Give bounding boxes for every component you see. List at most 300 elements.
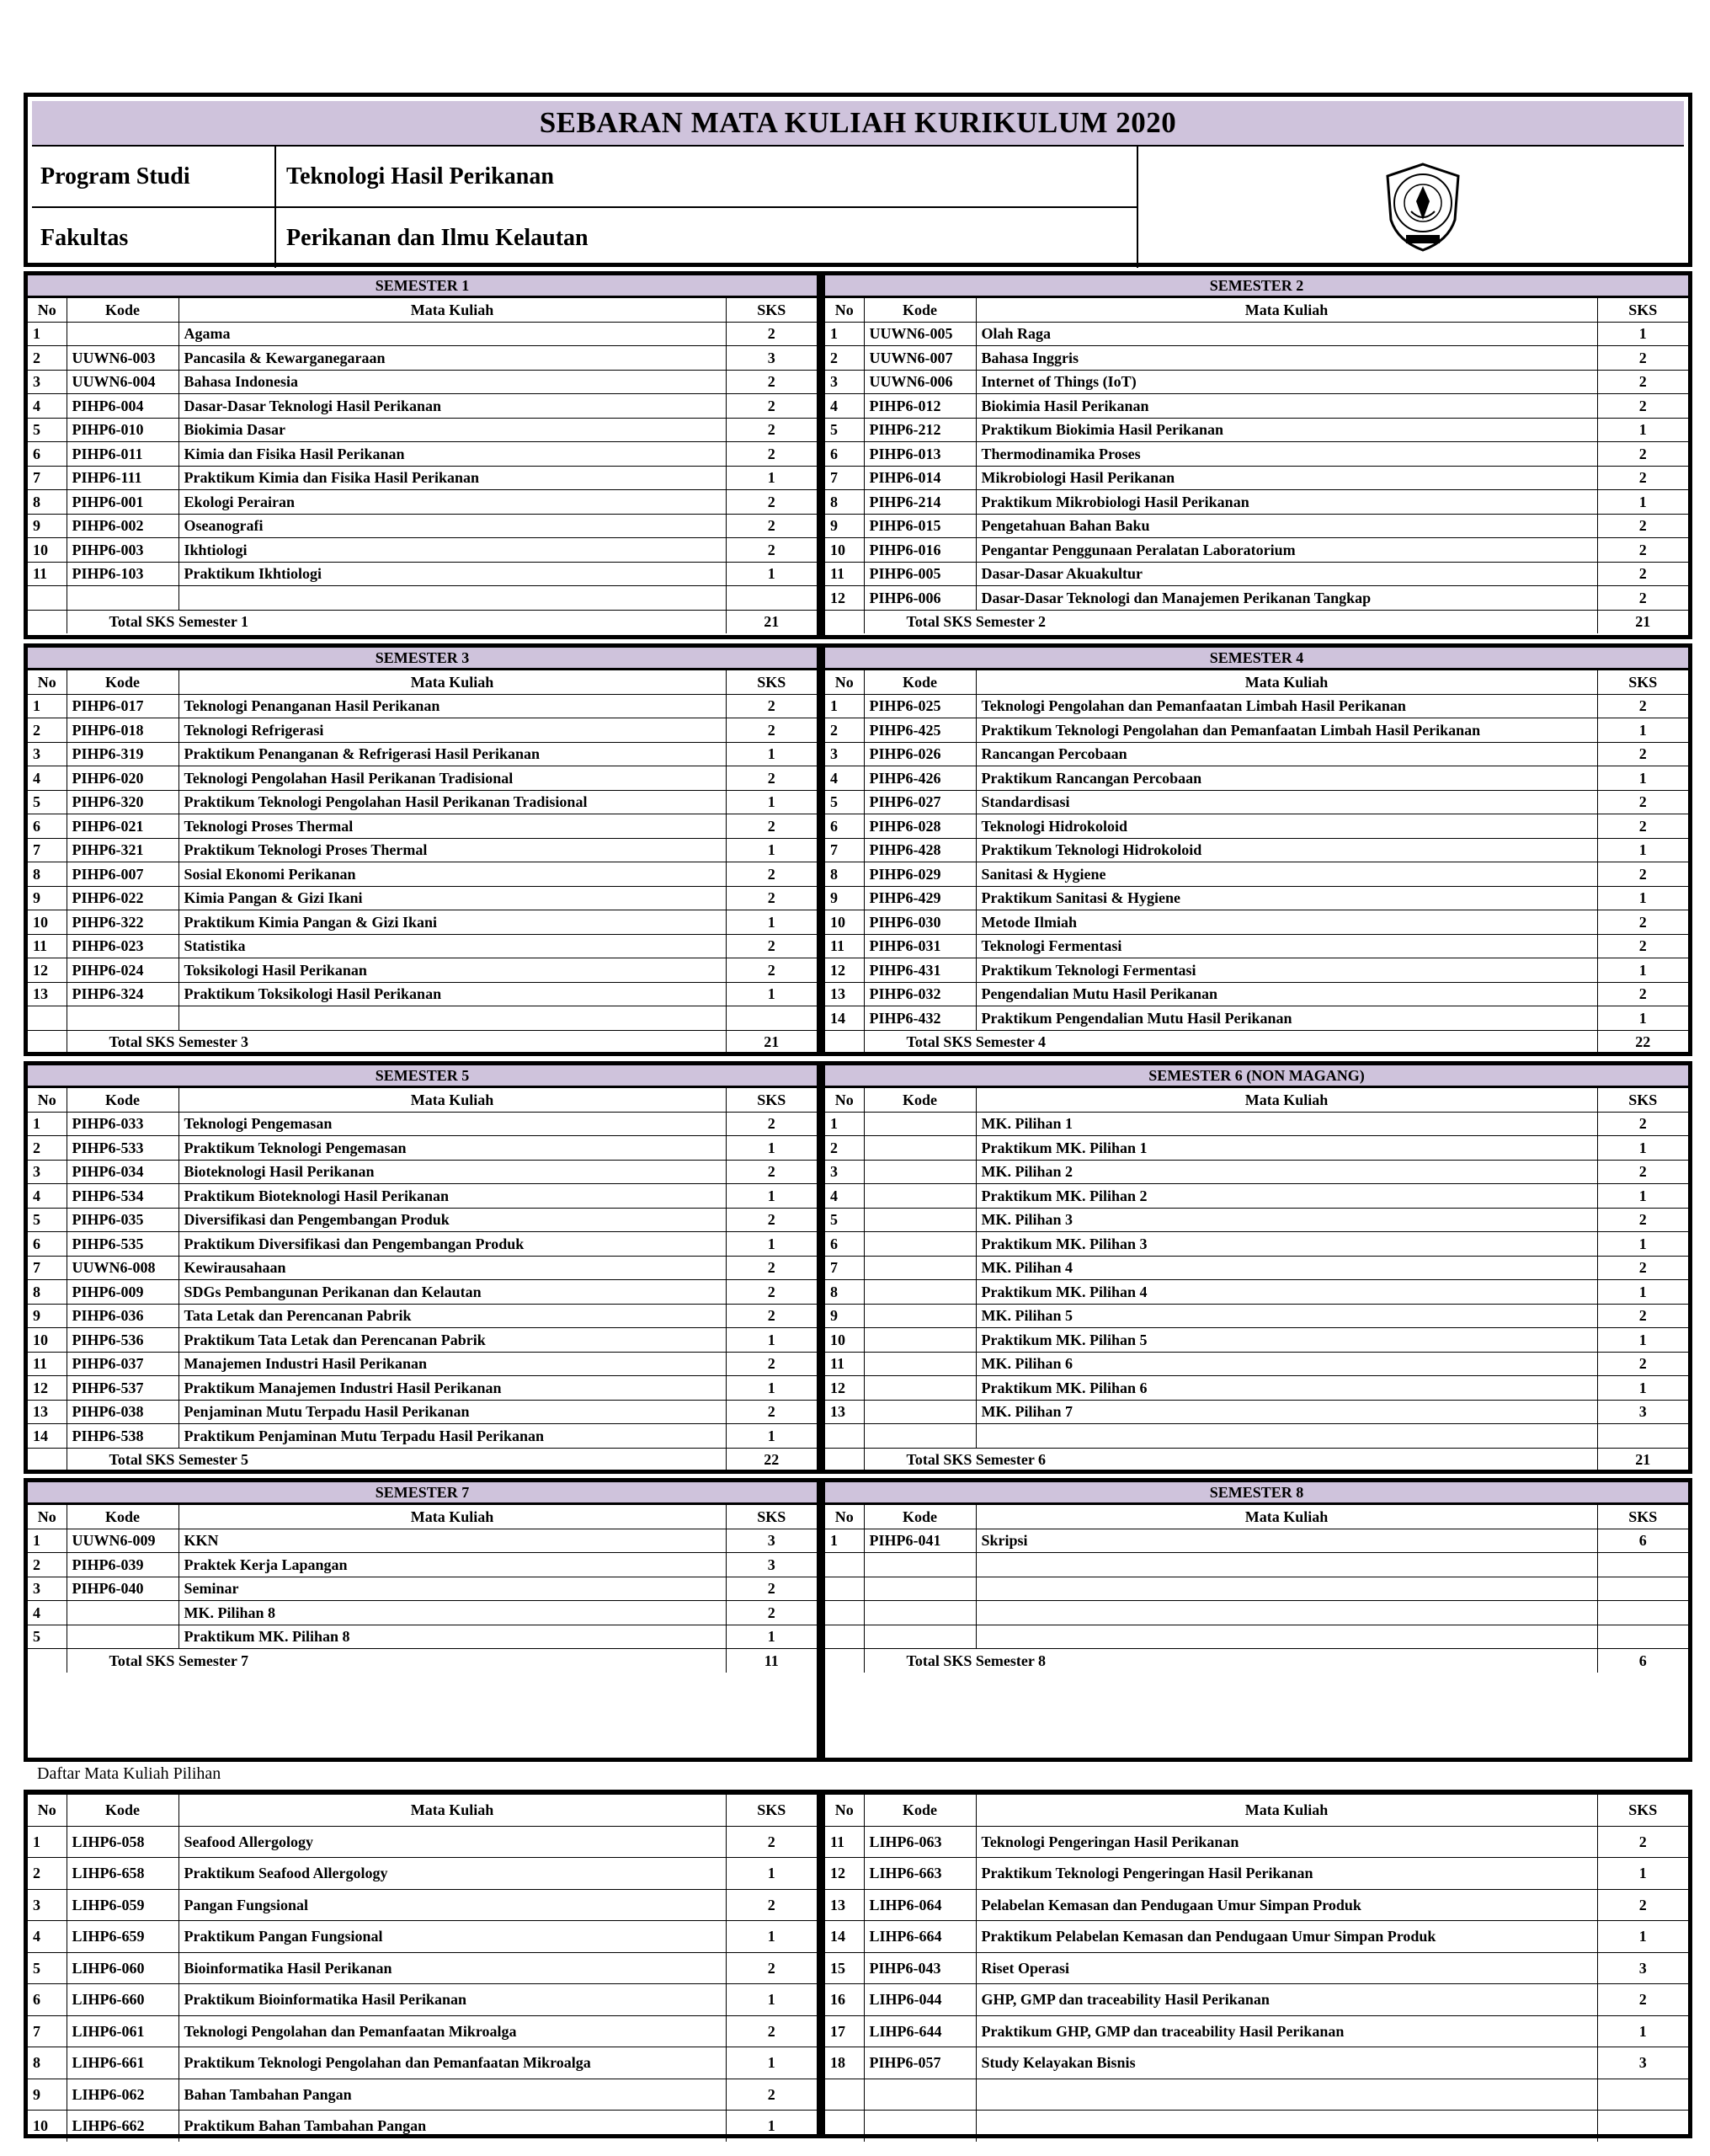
course-name: Teknologi Pengolahan Hasil Perikanan Tradisional [178, 766, 726, 791]
course-name: Kimia Pangan & Gizi Ikani [178, 886, 726, 910]
table-row [825, 958, 1688, 983]
course-code: PIHP6-026 [864, 742, 976, 766]
course-sks: 2 [726, 1160, 817, 1184]
col-mata-kuliah: Mata Kuliah [976, 1795, 1597, 1827]
course-no: 2 [28, 718, 67, 743]
semester-table [28, 297, 817, 633]
page-title: SEBARAN MATA KULIAH KURIKULUM 2020 [32, 101, 1684, 147]
elective-panel-right [821, 1790, 1692, 2138]
course-sks: 1 [726, 2047, 817, 2079]
semester-title: SEMESTER 1 [28, 275, 817, 297]
course-no: 9 [28, 886, 67, 910]
course-name: Teknologi Pengolahan dan Pemanfaatan Mikroalga [178, 2015, 726, 2047]
table-row [825, 934, 1688, 958]
semester-title: SEMESTER 3 [28, 648, 817, 670]
course-no: 4 [825, 766, 864, 791]
col-sks: SKS [1597, 298, 1688, 323]
course-code: PIHP6-214 [864, 490, 976, 515]
course-sks: 1 [726, 1858, 817, 1890]
course-name: Statistika [178, 934, 726, 958]
course-code: PIHP6-103 [67, 562, 178, 586]
course-no: 5 [28, 1952, 67, 1984]
semester-table [28, 1504, 817, 1673]
faculty-row [32, 208, 1138, 268]
course-no: 6 [825, 442, 864, 467]
course-no [825, 1577, 864, 1601]
course-code: PIHP6-007 [67, 862, 178, 887]
table-row [28, 742, 817, 766]
course-name: Praktikum Kimia Pangan & Gizi Ikani [178, 910, 726, 935]
table-row [825, 1184, 1688, 1209]
course-name: Metode Ilmiah [976, 910, 1597, 935]
course-sks: 3 [726, 1553, 817, 1577]
course-code: PIHP6-321 [67, 838, 178, 862]
course-code: LIHP6-660 [67, 1984, 178, 2016]
course-sks: 1 [1597, 1232, 1688, 1257]
course-no: 6 [825, 1232, 864, 1257]
table-row [28, 1625, 817, 1649]
course-name: Praktikum Manajemen Industri Hasil Perikanan [178, 1376, 726, 1401]
course-sks: 1 [726, 1232, 817, 1257]
course-name: Praktikum Ikhtiologi [178, 562, 726, 586]
total-label: Total SKS Semester 8 [864, 1649, 1597, 1673]
semester-panel-6 [821, 1061, 1692, 1474]
course-no: 7 [825, 838, 864, 862]
course-name [178, 1006, 726, 1031]
course-no [825, 2111, 864, 2142]
course-no: 9 [28, 514, 67, 538]
semester-table [825, 297, 1688, 633]
course-sks: 2 [726, 1952, 817, 1984]
course-name: Bioteknologi Hasil Perikanan [178, 1160, 726, 1184]
course-name: Teknologi Pengemasan [178, 1112, 726, 1136]
course-code [864, 1136, 976, 1161]
table-row [28, 1280, 817, 1305]
course-sks: 1 [1597, 418, 1688, 442]
col-mata-kuliah: Mata Kuliah [976, 670, 1597, 695]
table-row [28, 466, 817, 490]
course-no: 4 [825, 394, 864, 419]
course-sks: 2 [726, 1256, 817, 1280]
table-row [28, 1304, 817, 1328]
col-no: No [28, 1505, 67, 1529]
course-sks: 2 [1597, 1256, 1688, 1280]
col-no: No [825, 1795, 864, 1827]
course-name: Praktikum MK. Pilihan 1 [976, 1136, 1597, 1161]
course-no: 4 [28, 766, 67, 791]
course-sks [1597, 1553, 1688, 1577]
table-row [28, 322, 817, 346]
course-sks: 2 [726, 1601, 817, 1625]
semester-title: SEMESTER 6 (NON MAGANG) [825, 1065, 1688, 1087]
course-sks: 2 [726, 418, 817, 442]
course-name: Praktikum Teknologi Pengeringan Hasil Perikanan [976, 1858, 1597, 1890]
course-code: PIHP6-533 [67, 1136, 178, 1161]
course-no: 8 [28, 490, 67, 515]
course-code: PIHP6-535 [67, 1232, 178, 1257]
course-name: Bioinformatika Hasil Perikanan [178, 1952, 726, 1984]
course-name: Praktikum Pengendalian Mutu Hasil Perikanan [976, 1006, 1597, 1031]
course-sks: 2 [1597, 1889, 1688, 1921]
course-name [976, 1577, 1597, 1601]
course-code: UUWN6-006 [864, 370, 976, 394]
semester-table [825, 670, 1688, 1054]
column-header-row [825, 1795, 1688, 1827]
total-row [825, 1649, 1688, 1673]
course-name: Pengetahuan Bahan Baku [976, 514, 1597, 538]
course-name: Praktikum GHP, GMP dan traceability Hasil Perikanan [976, 2015, 1597, 2047]
course-sks: 2 [1597, 346, 1688, 371]
course-code: PIHP6-324 [67, 982, 178, 1006]
course-no: 14 [825, 1921, 864, 1953]
total-label: Total SKS Semester 6 [864, 1448, 1597, 1471]
program-label: Program Studi [32, 147, 276, 206]
course-sks: 2 [1597, 370, 1688, 394]
course-code: PIHP6-534 [67, 1184, 178, 1209]
table-row [825, 1304, 1688, 1328]
course-name: Praktikum Teknologi Pengolahan dan Pemanfaatan Limbah Hasil Perikanan [976, 718, 1597, 743]
course-code: PIHP6-015 [864, 514, 976, 538]
course-no: 7 [825, 466, 864, 490]
course-name: Pelabelan Kemasan dan Pendugaan Umur Simpan Produk [976, 1889, 1597, 1921]
course-code: PIHP6-021 [67, 814, 178, 839]
semester-panel-8 [821, 1478, 1692, 1762]
course-sks: 1 [726, 1328, 817, 1353]
program-row [32, 147, 1138, 208]
course-code: PIHP6-431 [864, 958, 976, 983]
course-no: 14 [825, 1006, 864, 1031]
course-no [28, 586, 67, 611]
col-mata-kuliah: Mata Kuliah [976, 1505, 1597, 1529]
course-name: GHP, GMP dan traceability Hasil Perikanan [976, 1984, 1597, 2016]
course-code: LIHP6-661 [67, 2047, 178, 2079]
table-row [825, 1328, 1688, 1353]
course-code: PIHP6-057 [864, 2047, 976, 2079]
course-sks: 2 [726, 766, 817, 791]
total-sks: 21 [726, 1030, 817, 1054]
table-row [28, 1400, 817, 1424]
course-sks: 2 [1597, 1160, 1688, 1184]
course-no: 9 [28, 2079, 67, 2111]
course-no: 1 [28, 694, 67, 718]
total-label: Total SKS Semester 1 [67, 610, 726, 633]
course-name: Praktikum MK. Pilihan 3 [976, 1232, 1597, 1257]
course-sks: 2 [726, 1826, 817, 1858]
total-sks: 11 [726, 1649, 817, 1673]
course-sks: 1 [726, 1424, 817, 1449]
table-row [28, 1424, 817, 1449]
course-name: KKN [178, 1529, 726, 1553]
course-code: PIHP6-040 [67, 1577, 178, 1601]
course-sks [1597, 1577, 1688, 1601]
semester-panel-2 [821, 271, 1692, 639]
course-name: Praktikum MK. Pilihan 2 [976, 1184, 1597, 1209]
course-no: 13 [28, 982, 67, 1006]
col-mata-kuliah: Mata Kuliah [178, 298, 726, 323]
course-code: PIHP6-013 [864, 442, 976, 467]
table-row [825, 490, 1688, 515]
course-sks: 2 [1597, 814, 1688, 839]
course-name: Praktikum Rancangan Percobaan [976, 766, 1597, 791]
course-no [825, 1424, 864, 1449]
course-no: 7 [28, 466, 67, 490]
course-code: PIHP6-320 [67, 790, 178, 814]
course-no: 10 [825, 910, 864, 935]
course-sks [726, 586, 817, 611]
total-sks: 21 [1597, 1448, 1688, 1471]
course-no: 6 [28, 814, 67, 839]
course-no: 8 [825, 862, 864, 887]
course-code: PIHP6-428 [864, 838, 976, 862]
course-sks: 1 [726, 1921, 817, 1953]
semester-table [825, 1504, 1688, 1673]
course-code: PIHP6-036 [67, 1304, 178, 1328]
course-sks: 1 [1597, 1376, 1688, 1401]
course-code: PIHP6-111 [67, 466, 178, 490]
course-name: Bahasa Indonesia [178, 370, 726, 394]
course-code: PIHP6-536 [67, 1328, 178, 1353]
course-no: 11 [28, 934, 67, 958]
course-no: 12 [825, 1376, 864, 1401]
table-row [825, 538, 1688, 563]
col-sks: SKS [726, 1088, 817, 1113]
col-sks: SKS [726, 670, 817, 695]
course-code: LIHP6-659 [67, 1921, 178, 1953]
course-no: 3 [28, 1160, 67, 1184]
course-sks [726, 1006, 817, 1031]
course-code: PIHP6-024 [67, 958, 178, 983]
course-no: 11 [825, 934, 864, 958]
total-row [825, 1030, 1688, 1054]
course-name: MK. Pilihan 6 [976, 1352, 1597, 1376]
course-name: Praktikum Pelabelan Kemasan dan Pendugaan Umur Simpan Produk [976, 1921, 1597, 1953]
course-no: 4 [28, 1184, 67, 1209]
course-name: Rancangan Percobaan [976, 742, 1597, 766]
course-no: 16 [825, 1984, 864, 2016]
course-sks: 1 [726, 982, 817, 1006]
table-row [825, 694, 1688, 718]
table-row [825, 1889, 1688, 1921]
course-no [825, 1601, 864, 1625]
table-row [825, 862, 1688, 887]
course-sks: 3 [1597, 2047, 1688, 2079]
table-row [825, 466, 1688, 490]
course-sks: 2 [726, 718, 817, 743]
course-no: 1 [825, 322, 864, 346]
course-sks: 2 [726, 934, 817, 958]
course-sks [1597, 2079, 1688, 2111]
table-row [825, 2111, 1688, 2142]
course-code: LIHP6-658 [67, 1858, 178, 1890]
course-no: 2 [825, 718, 864, 743]
course-no: 8 [825, 490, 864, 515]
course-name: Bahan Tambahan Pangan [178, 2079, 726, 2111]
course-sks: 1 [726, 562, 817, 586]
table-row [28, 562, 817, 586]
course-no: 18 [825, 2047, 864, 2079]
course-no: 8 [28, 862, 67, 887]
table-row [825, 1424, 1688, 1449]
total-sks: 21 [1597, 610, 1688, 633]
course-no: 9 [28, 1304, 67, 1328]
table-row [28, 1184, 817, 1209]
course-sks: 2 [1597, 1112, 1688, 1136]
course-no: 5 [825, 1208, 864, 1232]
course-code: PIHP6-022 [67, 886, 178, 910]
course-code [864, 1601, 976, 1625]
col-kode: Kode [67, 1795, 178, 1827]
course-sks: 2 [726, 1400, 817, 1424]
col-mata-kuliah: Mata Kuliah [178, 1088, 726, 1113]
course-sks: 2 [1597, 514, 1688, 538]
table-row [28, 1529, 817, 1553]
course-name: Oseanografi [178, 514, 726, 538]
table-row [28, 1921, 817, 1953]
course-name [976, 2111, 1597, 2142]
course-no: 9 [825, 886, 864, 910]
col-kode: Kode [864, 1795, 976, 1827]
course-sks: 2 [726, 958, 817, 983]
course-code [864, 1232, 976, 1257]
col-sks: SKS [726, 1795, 817, 1827]
course-sks: 2 [726, 862, 817, 887]
course-name [178, 586, 726, 611]
course-code: LIHP6-662 [67, 2111, 178, 2142]
course-name: MK. Pilihan 1 [976, 1112, 1597, 1136]
table-row [28, 1984, 817, 2016]
course-name: Ekologi Perairan [178, 490, 726, 515]
course-code: UUWN6-004 [67, 370, 178, 394]
course-sks: 2 [1597, 562, 1688, 586]
semester-table [28, 670, 817, 1054]
table-row [28, 1136, 817, 1161]
course-name: Pangan Fungsional [178, 1889, 726, 1921]
table-row [825, 1553, 1688, 1577]
course-no: 12 [825, 586, 864, 611]
course-sks: 1 [1597, 1328, 1688, 1353]
col-no: No [28, 298, 67, 323]
table-row [28, 1256, 817, 1280]
course-no: 10 [28, 1328, 67, 1353]
table-row [28, 418, 817, 442]
col-no: No [28, 670, 67, 695]
course-name: Praktikum Bioteknologi Hasil Perikanan [178, 1184, 726, 1209]
table-row [28, 2047, 817, 2079]
course-name: Praktikum Toksikologi Hasil Perikanan [178, 982, 726, 1006]
course-sks: 2 [726, 886, 817, 910]
course-code: PIHP6-031 [864, 934, 976, 958]
table-row [825, 814, 1688, 839]
course-code: PIHP6-029 [864, 862, 976, 887]
course-name: Teknologi Proses Thermal [178, 814, 726, 839]
course-code [67, 1006, 178, 1031]
course-no: 3 [28, 742, 67, 766]
course-name: Penjaminan Mutu Terpadu Hasil Perikanan [178, 1400, 726, 1424]
course-code [864, 1625, 976, 1649]
table-row [28, 910, 817, 935]
course-name: Praktikum Teknologi Proses Thermal [178, 838, 726, 862]
course-no: 7 [28, 2015, 67, 2047]
course-no: 10 [825, 1328, 864, 1353]
course-no: 11 [825, 1826, 864, 1858]
course-code [864, 2111, 976, 2142]
course-sks: 1 [1597, 1858, 1688, 1890]
table-row [825, 1625, 1688, 1649]
course-name: Praktikum MK. Pilihan 6 [976, 1376, 1597, 1401]
table-row [825, 2015, 1688, 2047]
course-code: PIHP6-429 [864, 886, 976, 910]
course-sks: 2 [1597, 742, 1688, 766]
table-row [825, 1952, 1688, 1984]
course-code: LIHP6-044 [864, 1984, 976, 2016]
course-name: Tata Letak dan Perencanan Pabrik [178, 1304, 726, 1328]
course-code [864, 1184, 976, 1209]
course-code: LIHP6-059 [67, 1889, 178, 1921]
table-row [825, 886, 1688, 910]
table-row [825, 1256, 1688, 1280]
course-no: 12 [28, 958, 67, 983]
course-name: SDGs Pembangunan Perikanan dan Kelautan [178, 1280, 726, 1305]
course-name: MK. Pilihan 7 [976, 1400, 1597, 1424]
table-row [28, 838, 817, 862]
course-no: 12 [28, 1376, 67, 1401]
course-sks: 1 [726, 742, 817, 766]
course-code: LIHP6-058 [67, 1826, 178, 1858]
course-no: 10 [28, 538, 67, 563]
course-no: 9 [825, 514, 864, 538]
table-row [825, 1529, 1688, 1553]
course-code: LIHP6-664 [864, 1921, 976, 1953]
course-name [976, 1601, 1597, 1625]
course-sks: 2 [1597, 538, 1688, 563]
faculty-label: Fakultas [32, 208, 276, 268]
table-row [825, 586, 1688, 611]
course-code [864, 1328, 976, 1353]
total-sks: 21 [726, 610, 817, 633]
course-sks: 2 [726, 1112, 817, 1136]
course-code: PIHP6-033 [67, 1112, 178, 1136]
column-header-row [825, 1505, 1688, 1529]
course-code: PIHP6-039 [67, 1553, 178, 1577]
course-code: PIHP6-001 [67, 490, 178, 515]
course-no: 12 [825, 958, 864, 983]
course-name: Praktikum Biokimia Hasil Perikanan [976, 418, 1597, 442]
course-no: 10 [28, 2111, 67, 2142]
course-no: 11 [825, 562, 864, 586]
table-row [825, 514, 1688, 538]
table-row [825, 2047, 1688, 2079]
course-code: PIHP6-041 [864, 1529, 976, 1553]
course-name: MK. Pilihan 4 [976, 1256, 1597, 1280]
elective-panel-left [24, 1790, 821, 2138]
course-sks: 2 [726, 1352, 817, 1376]
total-label: Total SKS Semester 5 [67, 1448, 726, 1471]
course-sks: 2 [1597, 1208, 1688, 1232]
course-no: 5 [825, 790, 864, 814]
course-no: 1 [28, 322, 67, 346]
course-no: 2 [28, 1858, 67, 1890]
col-mata-kuliah: Mata Kuliah [976, 1088, 1597, 1113]
course-name: Diversifikasi dan Pengembangan Produk [178, 1208, 726, 1232]
course-no: 10 [28, 910, 67, 935]
course-code [864, 1376, 976, 1401]
course-sks: 2 [726, 1889, 817, 1921]
course-no: 4 [28, 1921, 67, 1953]
course-no: 3 [825, 742, 864, 766]
course-name: Praktikum Mikrobiologi Hasil Perikanan [976, 490, 1597, 515]
table-row [28, 814, 817, 839]
course-code: PIHP6-005 [864, 562, 976, 586]
